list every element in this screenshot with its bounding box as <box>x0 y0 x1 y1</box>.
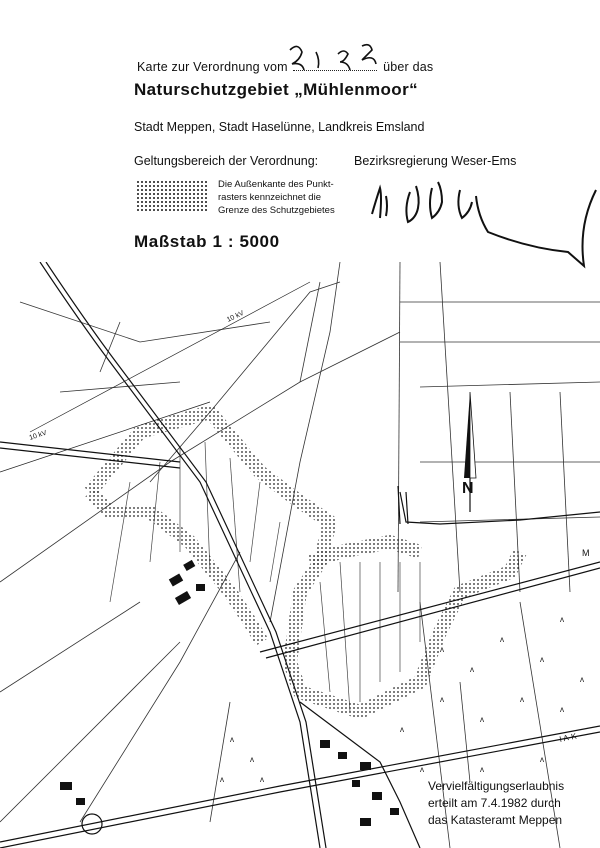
powerline-label-2: 10 kV <box>28 429 48 442</box>
svg-text:ʌ: ʌ <box>260 775 264 784</box>
cadastral-map <box>0 262 600 848</box>
svg-text:ʌ: ʌ <box>540 655 544 664</box>
scale-label: Maßstab 1 : 5000 <box>134 232 280 251</box>
powerline-label-1: 10 kV <box>225 309 246 324</box>
svg-text:ʌ: ʌ <box>230 735 234 744</box>
signature <box>372 182 596 266</box>
map-title: Naturschutzgebiet „Mühlenmoor“ <box>134 80 419 99</box>
roads <box>0 262 600 848</box>
map-letter-ak: I A-K <box>558 731 578 744</box>
svg-text:ʌ: ʌ <box>470 665 474 674</box>
copyright-line-2: erteilt am 7.4.1982 durch <box>428 796 561 810</box>
svg-text:ʌ: ʌ <box>250 755 254 764</box>
copyright-note <box>428 778 564 829</box>
svg-text:ʌ: ʌ <box>560 615 564 624</box>
svg-text:ʌ: ʌ <box>220 775 224 784</box>
svg-text:ʌ: ʌ <box>520 695 524 704</box>
location-line: Stadt Meppen, Stadt Haselünne, Landkreis Emsland <box>134 120 425 134</box>
handwritten-date <box>290 45 376 70</box>
parcel-lines <box>0 262 600 848</box>
svg-text:ʌ: ʌ <box>440 645 444 654</box>
authority-label: Bezirksregierung Weser-Ems <box>354 154 517 168</box>
copyright-line-1: Vervielfältigungserlaubnis <box>428 779 565 793</box>
svg-text:ʌ: ʌ <box>420 765 424 774</box>
svg-text:ʌ: ʌ <box>560 705 564 714</box>
svg-text:ʌ: ʌ <box>440 695 444 704</box>
map-letter-m: M <box>582 548 590 558</box>
svg-text:ʌ: ʌ <box>580 675 584 684</box>
scope-label: Geltungsbereich der Verordnung: <box>134 154 319 168</box>
caption-prefix: Karte zur Verordnung vom <box>137 60 288 74</box>
svg-text:ʌ: ʌ <box>540 755 544 764</box>
caption-suffix: über das <box>383 60 434 74</box>
svg-text:ʌ: ʌ <box>480 765 484 774</box>
legend-description: Die Außenkante des Punkt- rasters kennzeichnet die Grenze des Schutzgebietes <box>218 179 335 216</box>
svg-text:ʌ: ʌ <box>400 725 404 734</box>
svg-text:ʌ: ʌ <box>500 635 504 644</box>
copyright-line-3: das Katasteramt Meppen <box>428 813 563 827</box>
tree-marks <box>220 615 584 784</box>
north-label: N <box>462 480 474 497</box>
svg-text:ʌ: ʌ <box>480 715 484 724</box>
